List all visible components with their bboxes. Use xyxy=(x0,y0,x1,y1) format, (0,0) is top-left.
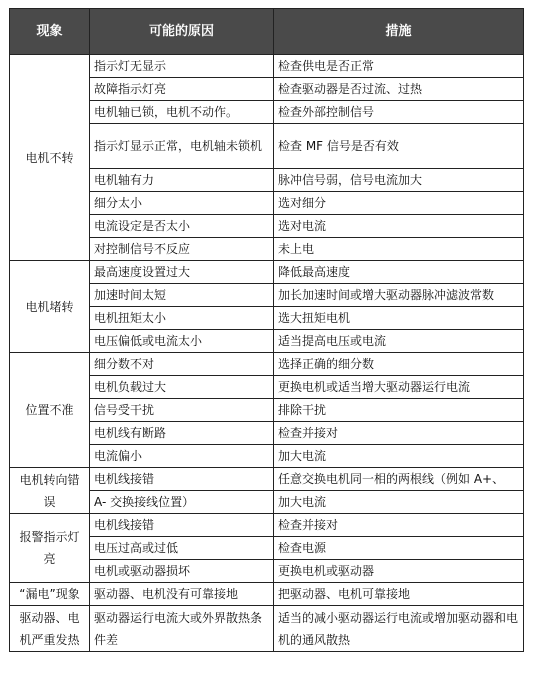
measure-cell: 把驱动器、电机可靠接地 xyxy=(274,583,524,606)
symptom-cell: “漏电”现象 xyxy=(10,583,90,606)
cause-cell: 故障指示灯亮 xyxy=(90,78,274,101)
measure-cell: 适当的减小驱动器运行电流或增加驱动器和电机的通风散热 xyxy=(274,606,524,652)
header-measure: 措施 xyxy=(274,9,524,55)
cause-cell: 指示灯无显示 xyxy=(90,55,274,78)
symptom-cell: 电机堵转 xyxy=(10,261,90,353)
cause-cell: 电机或驱动器损坏 xyxy=(90,560,274,583)
table-row xyxy=(10,606,524,652)
measure-cell: 选对电流 xyxy=(274,215,524,238)
table-header xyxy=(10,9,524,55)
measure-cell: 更换电机或适当增大驱动器运行电流 xyxy=(274,376,524,399)
symptom-cell: 报警指示灯亮 xyxy=(10,514,90,583)
cause-cell: 对控制信号不反应 xyxy=(90,238,274,261)
header-row xyxy=(10,9,524,55)
header-symptom: 现象 xyxy=(10,9,90,55)
measure-cell: 检查 MF 信号是否有效 xyxy=(274,124,524,169)
cause-cell: 电压过高或过低 xyxy=(90,537,274,560)
cause-cell: 电机扭矩太小 xyxy=(90,307,274,330)
table-row xyxy=(10,261,524,284)
cause-cell: 指示灯显示正常，电机轴未锁机 xyxy=(90,124,274,169)
measure-cell: 检查供电是否正常 xyxy=(274,55,524,78)
cause-cell: 驱动器、电机没有可靠接地 xyxy=(90,583,274,606)
measure-cell: 更换电机或驱动器 xyxy=(274,560,524,583)
cause-cell: 电机线接错 xyxy=(90,514,274,537)
cause-cell: 细分太小 xyxy=(90,192,274,215)
table-row xyxy=(10,514,524,537)
cause-cell: A- 交换接线位置） xyxy=(90,491,274,514)
cause-cell: 加速时间太短 xyxy=(90,284,274,307)
symptom-cell: 电机转向错误 xyxy=(10,468,90,514)
measure-cell: 加大电流 xyxy=(274,445,524,468)
table-row xyxy=(10,353,524,376)
measure-cell: 未上电 xyxy=(274,238,524,261)
measure-cell: 脉冲信号弱，信号电流加大 xyxy=(274,169,524,192)
cause-cell: 电流偏小 xyxy=(90,445,274,468)
measure-cell: 选对细分 xyxy=(274,192,524,215)
measure-cell: 加大电流 xyxy=(274,491,524,514)
symptom-cell: 电机不转 xyxy=(10,55,90,261)
measure-cell: 降低最高速度 xyxy=(274,261,524,284)
measure-cell: 检查驱动器是否过流、过热 xyxy=(274,78,524,101)
cause-cell: 电流设定是否太小 xyxy=(90,215,274,238)
header-cause: 可能的原因 xyxy=(90,9,274,55)
measure-cell: 任意交换电机同一相的两根线（例如 A+、 xyxy=(274,468,524,491)
cause-cell: 最高速度设置过大 xyxy=(90,261,274,284)
measure-cell: 选择正确的细分数 xyxy=(274,353,524,376)
table-row xyxy=(10,55,524,78)
measure-cell: 检查外部控制信号 xyxy=(274,101,524,124)
troubleshooting-table xyxy=(9,8,524,652)
cause-cell: 电机线有断路 xyxy=(90,422,274,445)
measure-cell: 检查并接对 xyxy=(274,514,524,537)
cause-cell: 电机轴有力 xyxy=(90,169,274,192)
cause-cell: 信号受干扰 xyxy=(90,399,274,422)
measure-cell: 检查并接对 xyxy=(274,422,524,445)
measure-cell: 适当提高电压或电流 xyxy=(274,330,524,353)
table-row xyxy=(10,468,524,491)
cause-cell: 驱动器运行电流大或外界散热条件差 xyxy=(90,606,274,652)
table-row xyxy=(10,583,524,606)
cause-cell: 电机线接错 xyxy=(90,468,274,491)
measure-cell: 排除干扰 xyxy=(274,399,524,422)
cause-cell: 细分数不对 xyxy=(90,353,274,376)
cause-cell: 电机负载过大 xyxy=(90,376,274,399)
table-body xyxy=(10,55,524,652)
cause-cell: 电压偏低或电流太小 xyxy=(90,330,274,353)
symptom-cell: 位置不准 xyxy=(10,353,90,468)
measure-cell: 加长加速时间或增大驱动器脉冲滤波常数 xyxy=(274,284,524,307)
symptom-cell: 驱动器、电机严重发热 xyxy=(10,606,90,652)
cause-cell: 电机轴已锁，电机不动作。 xyxy=(90,101,274,124)
measure-cell: 检查电源 xyxy=(274,537,524,560)
measure-cell: 选大扭矩电机 xyxy=(274,307,524,330)
